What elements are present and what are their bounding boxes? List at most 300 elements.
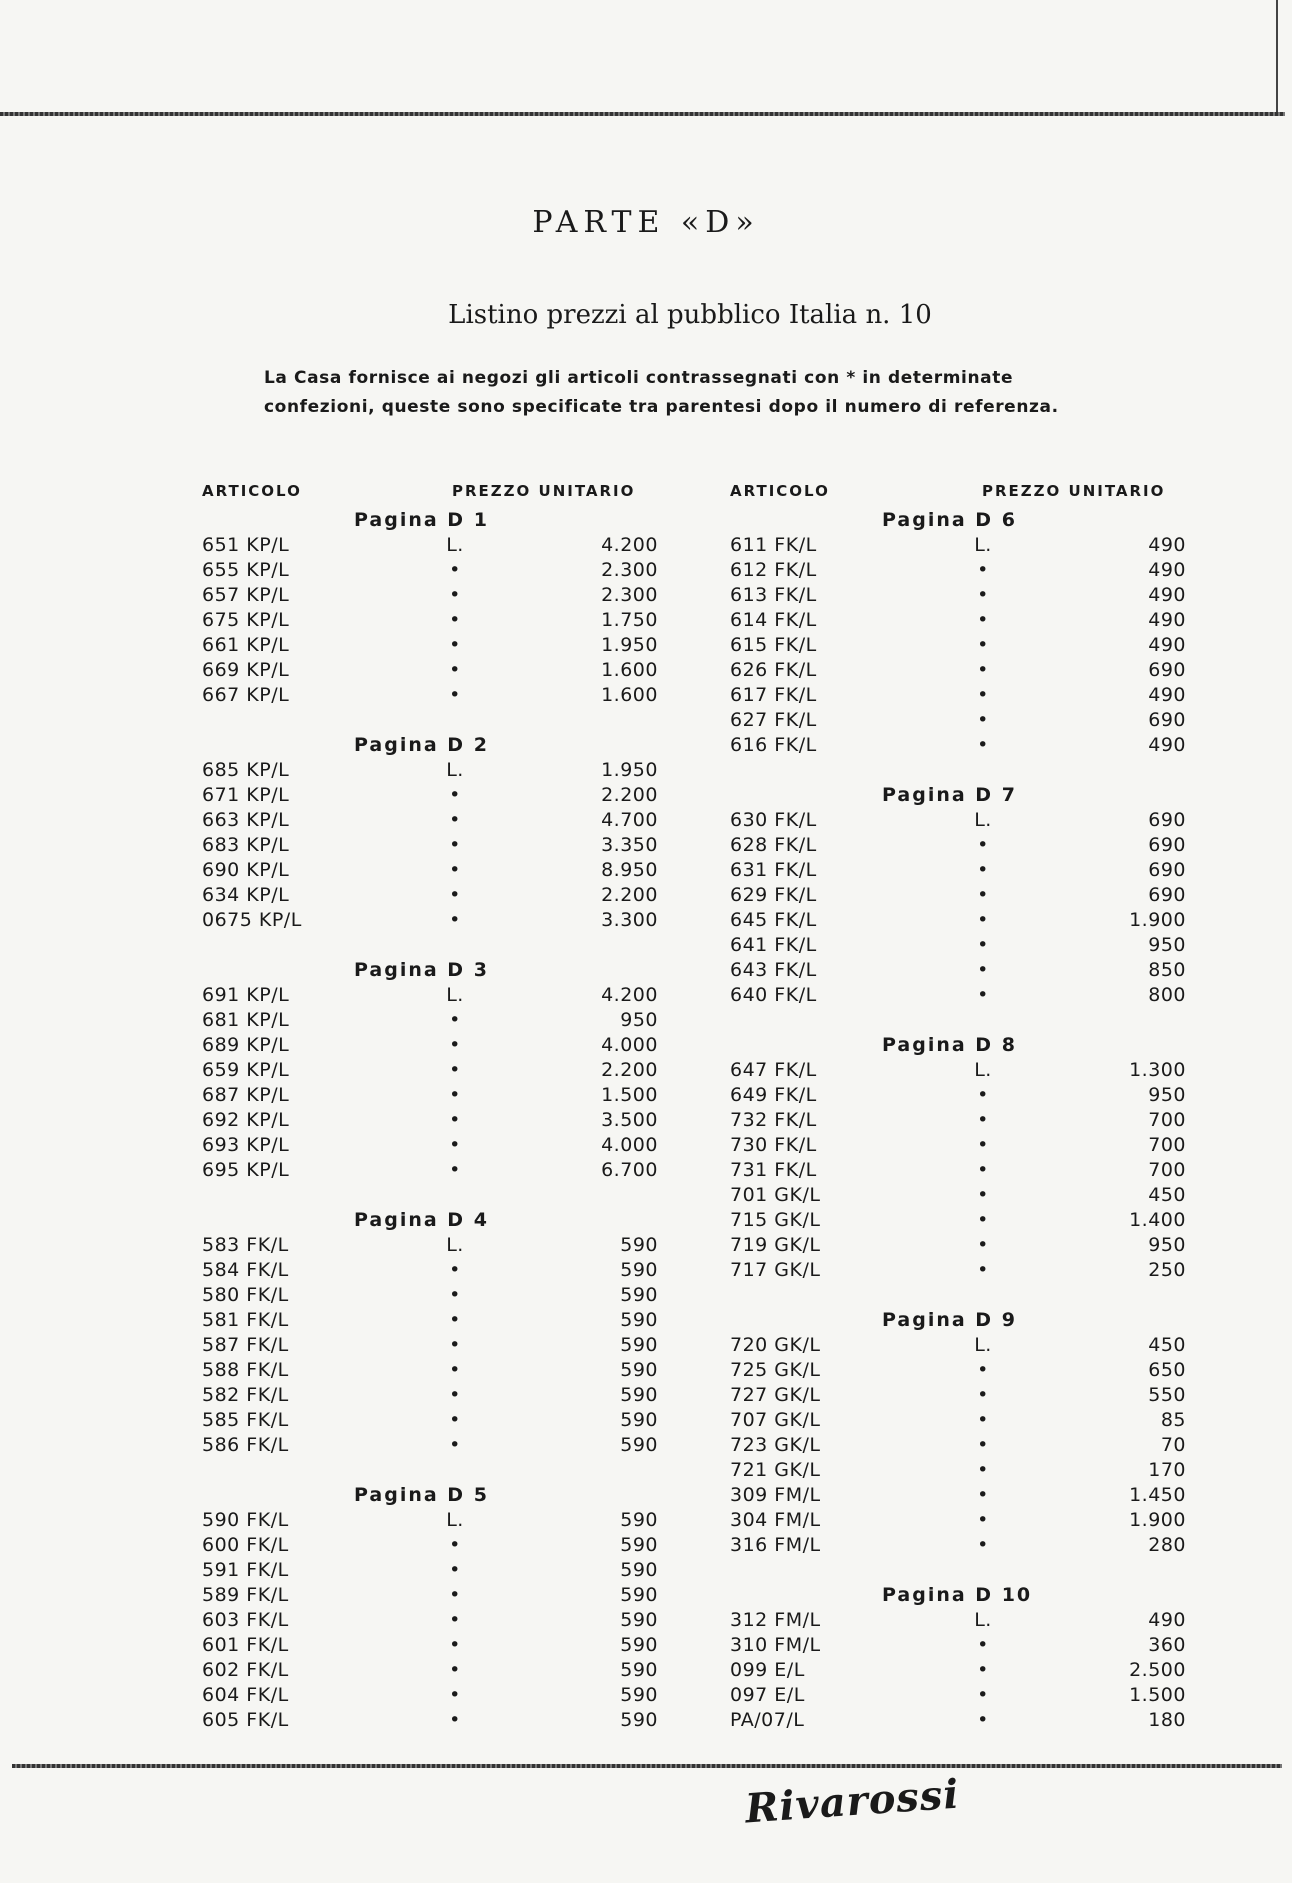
article-code: 309 FM/L bbox=[730, 1484, 821, 1506]
article-code: 671 KP/L bbox=[202, 784, 290, 806]
unit-price: 700 bbox=[1148, 1134, 1186, 1156]
section-spacer bbox=[730, 1558, 1192, 1583]
price-row bbox=[202, 1658, 662, 1683]
price-mark: • bbox=[449, 1159, 461, 1181]
price-mark: • bbox=[977, 1109, 989, 1131]
article-code: 691 KP/L bbox=[202, 984, 290, 1006]
article-code: 667 KP/L bbox=[202, 684, 290, 706]
article-code: PA/07/L bbox=[730, 1709, 805, 1731]
price-row bbox=[202, 808, 662, 833]
price-row bbox=[202, 758, 662, 783]
section-spacer bbox=[730, 1283, 1192, 1308]
unit-price: 490 bbox=[1148, 534, 1186, 556]
price-row bbox=[730, 1333, 1192, 1358]
price-row bbox=[202, 1083, 662, 1108]
unit-price: 690 bbox=[1148, 834, 1186, 856]
price-row bbox=[730, 1133, 1192, 1158]
section-spacer bbox=[730, 1008, 1192, 1033]
price-mark: • bbox=[449, 1709, 461, 1731]
price-mark: • bbox=[449, 859, 461, 881]
price-row bbox=[202, 1508, 662, 1533]
price-row bbox=[202, 908, 662, 933]
price-mark: • bbox=[977, 684, 989, 706]
price-mark: • bbox=[977, 1259, 989, 1281]
unit-price: 650 bbox=[1148, 1359, 1186, 1381]
price-mark: • bbox=[977, 984, 989, 1006]
section-spacer bbox=[202, 1183, 662, 1208]
price-mark: • bbox=[977, 1534, 989, 1556]
price-mark: L. bbox=[446, 984, 464, 1006]
page-section-heading: Pagina D 7 bbox=[882, 784, 1017, 806]
price-row bbox=[202, 1558, 662, 1583]
price-row bbox=[730, 1383, 1192, 1408]
unit-price: 2.300 bbox=[601, 559, 658, 581]
price-row bbox=[730, 1208, 1192, 1233]
price-row bbox=[730, 1058, 1192, 1083]
article-code: 616 FK/L bbox=[730, 734, 817, 756]
unit-price: 950 bbox=[1148, 1084, 1186, 1106]
price-row bbox=[202, 1683, 662, 1708]
article-code: 659 KP/L bbox=[202, 1059, 290, 1081]
page-section-heading: Pagina D 5 bbox=[354, 1484, 489, 1506]
article-code: 628 FK/L bbox=[730, 834, 817, 856]
price-row bbox=[202, 883, 662, 908]
unit-price: 450 bbox=[1148, 1334, 1186, 1356]
price-row bbox=[730, 908, 1192, 933]
price-row bbox=[202, 1108, 662, 1133]
price-row bbox=[730, 608, 1192, 633]
unit-price: 1.950 bbox=[601, 634, 658, 656]
article-code: 310 FM/L bbox=[730, 1634, 821, 1656]
article-code: 601 FK/L bbox=[202, 1634, 289, 1656]
unit-price: 3.500 bbox=[601, 1109, 658, 1131]
article-code: 683 KP/L bbox=[202, 834, 290, 856]
article-code: 720 GK/L bbox=[730, 1334, 821, 1356]
unit-price: 490 bbox=[1148, 684, 1186, 706]
price-row bbox=[730, 1183, 1192, 1208]
page-section-heading: Pagina D 10 bbox=[882, 1584, 1033, 1606]
article-code: 611 FK/L bbox=[730, 534, 817, 556]
price-row bbox=[730, 558, 1192, 583]
price-mark: • bbox=[977, 1359, 989, 1381]
article-code: 692 KP/L bbox=[202, 1109, 290, 1131]
article-code: 587 FK/L bbox=[202, 1334, 289, 1356]
price-row bbox=[202, 1583, 662, 1608]
price-row bbox=[730, 1508, 1192, 1533]
price-mark: • bbox=[449, 1009, 461, 1031]
unit-price: 590 bbox=[620, 1609, 658, 1631]
unit-price: 70 bbox=[1160, 1434, 1186, 1456]
price-mark: • bbox=[977, 1659, 989, 1681]
article-code: 604 FK/L bbox=[202, 1684, 289, 1706]
unit-price: 590 bbox=[620, 1384, 658, 1406]
article-code: 586 FK/L bbox=[202, 1434, 289, 1456]
article-code: 617 FK/L bbox=[730, 684, 817, 706]
page-section-heading: Pagina D 6 bbox=[882, 509, 1017, 531]
unit-price: 690 bbox=[1148, 859, 1186, 881]
price-mark: • bbox=[977, 1459, 989, 1481]
price-mark: • bbox=[449, 1334, 461, 1356]
price-mark: • bbox=[977, 1134, 989, 1156]
price-row bbox=[202, 658, 662, 683]
price-mark: • bbox=[449, 659, 461, 681]
price-mark: L. bbox=[974, 1334, 992, 1356]
price-mark: • bbox=[977, 559, 989, 581]
article-code: 715 GK/L bbox=[730, 1209, 821, 1231]
price-row bbox=[202, 783, 662, 808]
article-code: 602 FK/L bbox=[202, 1659, 289, 1681]
unit-price: 1.500 bbox=[601, 1084, 658, 1106]
price-mark: • bbox=[977, 659, 989, 681]
unit-price: 1.600 bbox=[601, 684, 658, 706]
article-code: 605 FK/L bbox=[202, 1709, 289, 1731]
article-code: 612 FK/L bbox=[730, 559, 817, 581]
article-code: 675 KP/L bbox=[202, 609, 290, 631]
price-row bbox=[730, 1483, 1192, 1508]
price-mark: • bbox=[977, 1159, 989, 1181]
unit-price: 590 bbox=[620, 1309, 658, 1331]
rivarossi-signature: Rivarossi bbox=[743, 1770, 961, 1833]
price-row bbox=[730, 1658, 1192, 1683]
unit-price: 4.200 bbox=[601, 984, 658, 1006]
price-mark: • bbox=[977, 609, 989, 631]
price-row bbox=[202, 1283, 662, 1308]
price-row bbox=[202, 1008, 662, 1033]
price-row bbox=[730, 1108, 1192, 1133]
article-code: 731 FK/L bbox=[730, 1159, 817, 1181]
right-price-header: PREZZO UNITARIO bbox=[982, 482, 1166, 500]
unit-price: 1.400 bbox=[1129, 1209, 1186, 1231]
article-code: 316 FM/L bbox=[730, 1534, 821, 1556]
price-mark: • bbox=[977, 709, 989, 731]
article-code: 600 FK/L bbox=[202, 1534, 289, 1556]
price-row bbox=[202, 1633, 662, 1658]
price-row bbox=[202, 1383, 662, 1408]
price-mark: L. bbox=[974, 809, 992, 831]
price-row bbox=[730, 583, 1192, 608]
article-code: 634 KP/L bbox=[202, 884, 290, 906]
unit-price: 590 bbox=[620, 1284, 658, 1306]
page-section-heading: Pagina D 8 bbox=[882, 1034, 1017, 1056]
price-mark: • bbox=[977, 1484, 989, 1506]
unit-price: 1.300 bbox=[1129, 1059, 1186, 1081]
article-code: 689 KP/L bbox=[202, 1034, 290, 1056]
unit-price: 2.500 bbox=[1129, 1659, 1186, 1681]
price-row bbox=[730, 633, 1192, 658]
price-mark: • bbox=[977, 959, 989, 981]
intro-paragraph: La Casa fornisce ai negozi gli articoli contrassegnati con * in determinate confezioni, queste sono specificate tra parentesi dopo il numero di referenza. bbox=[264, 368, 1059, 417]
unit-price: 1.600 bbox=[601, 659, 658, 681]
section-spacer bbox=[730, 758, 1192, 783]
price-row bbox=[730, 1433, 1192, 1458]
unit-price: 590 bbox=[620, 1659, 658, 1681]
unit-price: 590 bbox=[620, 1559, 658, 1581]
price-row bbox=[202, 683, 662, 708]
unit-price: 590 bbox=[620, 1434, 658, 1456]
unit-price: 2.300 bbox=[601, 584, 658, 606]
price-mark: • bbox=[977, 1184, 989, 1206]
price-mark: • bbox=[977, 1209, 989, 1231]
price-row bbox=[202, 1133, 662, 1158]
unit-price: 180 bbox=[1148, 1709, 1186, 1731]
unit-price: 950 bbox=[1148, 1234, 1186, 1256]
price-row bbox=[202, 608, 662, 633]
unit-price: 590 bbox=[620, 1259, 658, 1281]
unit-price: 4.200 bbox=[601, 534, 658, 556]
unit-price: 8.950 bbox=[601, 859, 658, 881]
price-row bbox=[202, 1433, 662, 1458]
article-code: 727 GK/L bbox=[730, 1384, 821, 1406]
article-code: 584 FK/L bbox=[202, 1259, 289, 1281]
price-mark: • bbox=[977, 1384, 989, 1406]
price-mark: • bbox=[449, 684, 461, 706]
article-code: 615 FK/L bbox=[730, 634, 817, 656]
unit-price: 950 bbox=[620, 1009, 658, 1031]
price-mark: • bbox=[977, 1634, 989, 1656]
price-mark: L. bbox=[446, 534, 464, 556]
unit-price: 950 bbox=[1148, 934, 1186, 956]
price-row bbox=[730, 1533, 1192, 1558]
price-mark: • bbox=[449, 809, 461, 831]
article-code: 631 FK/L bbox=[730, 859, 817, 881]
article-code: 583 FK/L bbox=[202, 1234, 289, 1256]
price-row bbox=[202, 1258, 662, 1283]
price-row bbox=[730, 833, 1192, 858]
price-mark: • bbox=[449, 1384, 461, 1406]
unit-price: 590 bbox=[620, 1709, 658, 1731]
article-code: 649 FK/L bbox=[730, 1084, 817, 1106]
unit-price: 1.750 bbox=[601, 609, 658, 631]
bottom-rule bbox=[12, 1764, 1282, 1768]
price-row bbox=[202, 833, 662, 858]
article-code: 640 FK/L bbox=[730, 984, 817, 1006]
price-row bbox=[202, 1408, 662, 1433]
price-row bbox=[730, 1608, 1192, 1633]
unit-price: 170 bbox=[1148, 1459, 1186, 1481]
article-code: 582 FK/L bbox=[202, 1384, 289, 1406]
price-mark: • bbox=[449, 1409, 461, 1431]
price-row bbox=[730, 1358, 1192, 1383]
article-code: 603 FK/L bbox=[202, 1609, 289, 1631]
article-code: 687 KP/L bbox=[202, 1084, 290, 1106]
price-row bbox=[202, 1708, 662, 1733]
price-mark: • bbox=[977, 1084, 989, 1106]
page-title: PARTE «D» bbox=[532, 205, 760, 240]
article-code: 099 E/L bbox=[730, 1659, 805, 1681]
article-code: 695 KP/L bbox=[202, 1159, 290, 1181]
price-mark: • bbox=[449, 1534, 461, 1556]
unit-price: 1.900 bbox=[1129, 909, 1186, 931]
article-code: 655 KP/L bbox=[202, 559, 290, 581]
unit-price: 700 bbox=[1148, 1109, 1186, 1131]
price-mark: L. bbox=[974, 1059, 992, 1081]
top-rule bbox=[0, 112, 1285, 116]
price-row bbox=[202, 583, 662, 608]
price-mark: L. bbox=[446, 1234, 464, 1256]
right-price-column bbox=[730, 508, 1192, 1733]
price-row bbox=[202, 1158, 662, 1183]
unit-price: 360 bbox=[1148, 1634, 1186, 1656]
page-section-heading: Pagina D 9 bbox=[882, 1309, 1017, 1331]
price-mark: • bbox=[977, 1509, 989, 1531]
unit-price: 4.000 bbox=[601, 1134, 658, 1156]
article-code: 641 FK/L bbox=[730, 934, 817, 956]
unit-price: 2.200 bbox=[601, 884, 658, 906]
unit-price: 1.500 bbox=[1129, 1684, 1186, 1706]
unit-price: 590 bbox=[620, 1509, 658, 1531]
article-code: 685 KP/L bbox=[202, 759, 290, 781]
unit-price: 700 bbox=[1148, 1159, 1186, 1181]
left-price-column bbox=[202, 508, 662, 1733]
article-code: 589 FK/L bbox=[202, 1584, 289, 1606]
unit-price: 590 bbox=[620, 1234, 658, 1256]
unit-price: 590 bbox=[620, 1409, 658, 1431]
price-row bbox=[730, 1408, 1192, 1433]
price-mark: • bbox=[977, 1409, 989, 1431]
article-code: 588 FK/L bbox=[202, 1359, 289, 1381]
unit-price: 590 bbox=[620, 1634, 658, 1656]
article-code: 097 E/L bbox=[730, 1684, 805, 1706]
article-code: 0675 KP/L bbox=[202, 909, 302, 931]
price-mark: L. bbox=[974, 534, 992, 556]
right-edge-line bbox=[1276, 0, 1278, 112]
price-row bbox=[202, 858, 662, 883]
unit-price: 690 bbox=[1148, 884, 1186, 906]
article-code: 681 KP/L bbox=[202, 1009, 290, 1031]
price-mark: • bbox=[977, 1234, 989, 1256]
right-article-header: ARTICOLO bbox=[730, 482, 830, 500]
unit-price: 490 bbox=[1148, 609, 1186, 631]
price-row bbox=[202, 1058, 662, 1083]
article-code: 591 FK/L bbox=[202, 1559, 289, 1581]
unit-price: 490 bbox=[1148, 734, 1186, 756]
article-code: 657 KP/L bbox=[202, 584, 290, 606]
price-row bbox=[730, 1083, 1192, 1108]
article-code: 690 KP/L bbox=[202, 859, 290, 881]
article-code: 651 KP/L bbox=[202, 534, 290, 556]
price-mark: • bbox=[977, 884, 989, 906]
price-row bbox=[730, 683, 1192, 708]
unit-price: 490 bbox=[1148, 559, 1186, 581]
price-mark: • bbox=[977, 834, 989, 856]
price-row bbox=[202, 1233, 662, 1258]
price-row bbox=[730, 658, 1192, 683]
unit-price: 850 bbox=[1148, 959, 1186, 981]
price-mark: • bbox=[449, 834, 461, 856]
price-mark: • bbox=[449, 1084, 461, 1106]
article-code: 304 FM/L bbox=[730, 1509, 821, 1531]
article-code: 581 FK/L bbox=[202, 1309, 289, 1331]
unit-price: 590 bbox=[620, 1684, 658, 1706]
price-mark: • bbox=[449, 1059, 461, 1081]
price-mark: • bbox=[977, 1709, 989, 1731]
price-row bbox=[730, 1158, 1192, 1183]
price-row bbox=[730, 1708, 1192, 1733]
price-row bbox=[202, 558, 662, 583]
price-row bbox=[730, 1633, 1192, 1658]
price-mark: • bbox=[449, 1434, 461, 1456]
page-subtitle: Listino prezzi al pubblico Italia n. 10 bbox=[448, 300, 932, 330]
price-mark: • bbox=[449, 1259, 461, 1281]
price-mark: • bbox=[449, 1659, 461, 1681]
price-mark: • bbox=[449, 1034, 461, 1056]
unit-price: 590 bbox=[620, 1534, 658, 1556]
article-code: 627 FK/L bbox=[730, 709, 817, 731]
page-section-heading: Pagina D 2 bbox=[354, 734, 489, 756]
article-code: 585 FK/L bbox=[202, 1409, 289, 1431]
price-mark: • bbox=[449, 1134, 461, 1156]
article-code: 717 GK/L bbox=[730, 1259, 821, 1281]
section-spacer bbox=[202, 933, 662, 958]
article-code: 590 FK/L bbox=[202, 1509, 289, 1531]
unit-price: 280 bbox=[1148, 1534, 1186, 1556]
article-code: 614 FK/L bbox=[730, 609, 817, 631]
article-code: 645 FK/L bbox=[730, 909, 817, 931]
price-row bbox=[730, 1683, 1192, 1708]
unit-price: 4.000 bbox=[601, 1034, 658, 1056]
page-section-heading: Pagina D 4 bbox=[354, 1209, 489, 1231]
price-row bbox=[202, 1333, 662, 1358]
unit-price: 1.450 bbox=[1129, 1484, 1186, 1506]
unit-price: 690 bbox=[1148, 809, 1186, 831]
unit-price: 490 bbox=[1148, 1609, 1186, 1631]
price-mark: • bbox=[977, 1434, 989, 1456]
page-section-heading: Pagina D 1 bbox=[354, 509, 489, 531]
price-mark: • bbox=[449, 1359, 461, 1381]
price-mark: • bbox=[449, 1284, 461, 1306]
price-mark: • bbox=[449, 1559, 461, 1581]
unit-price: 550 bbox=[1148, 1384, 1186, 1406]
price-row bbox=[202, 1033, 662, 1058]
price-row bbox=[202, 1608, 662, 1633]
price-mark: • bbox=[449, 784, 461, 806]
section-spacer bbox=[202, 708, 662, 733]
price-row bbox=[202, 633, 662, 658]
page-section-heading: Pagina D 3 bbox=[354, 959, 489, 981]
price-mark: L. bbox=[446, 759, 464, 781]
price-row bbox=[730, 1233, 1192, 1258]
article-code: 723 GK/L bbox=[730, 1434, 821, 1456]
price-mark: • bbox=[977, 909, 989, 931]
article-code: 629 FK/L bbox=[730, 884, 817, 906]
unit-price: 3.350 bbox=[601, 834, 658, 856]
price-row bbox=[730, 858, 1192, 883]
unit-price: 590 bbox=[620, 1334, 658, 1356]
article-code: 701 GK/L bbox=[730, 1184, 821, 1206]
price-mark: • bbox=[449, 1109, 461, 1131]
price-row bbox=[202, 1308, 662, 1333]
price-mark: • bbox=[449, 1584, 461, 1606]
price-row bbox=[202, 1358, 662, 1383]
price-mark: • bbox=[449, 584, 461, 606]
price-row bbox=[730, 1258, 1192, 1283]
article-code: 719 GK/L bbox=[730, 1234, 821, 1256]
unit-price: 590 bbox=[620, 1584, 658, 1606]
unit-price: 690 bbox=[1148, 659, 1186, 681]
article-code: 663 KP/L bbox=[202, 809, 290, 831]
price-mark: • bbox=[449, 909, 461, 931]
price-row bbox=[730, 983, 1192, 1008]
price-row bbox=[730, 533, 1192, 558]
unit-price: 690 bbox=[1148, 709, 1186, 731]
unit-price: 590 bbox=[620, 1359, 658, 1381]
price-row bbox=[730, 958, 1192, 983]
price-mark: • bbox=[449, 1684, 461, 1706]
unit-price: 490 bbox=[1148, 634, 1186, 656]
left-price-header: PREZZO UNITARIO bbox=[452, 482, 636, 500]
article-code: 630 FK/L bbox=[730, 809, 817, 831]
price-row bbox=[730, 883, 1192, 908]
